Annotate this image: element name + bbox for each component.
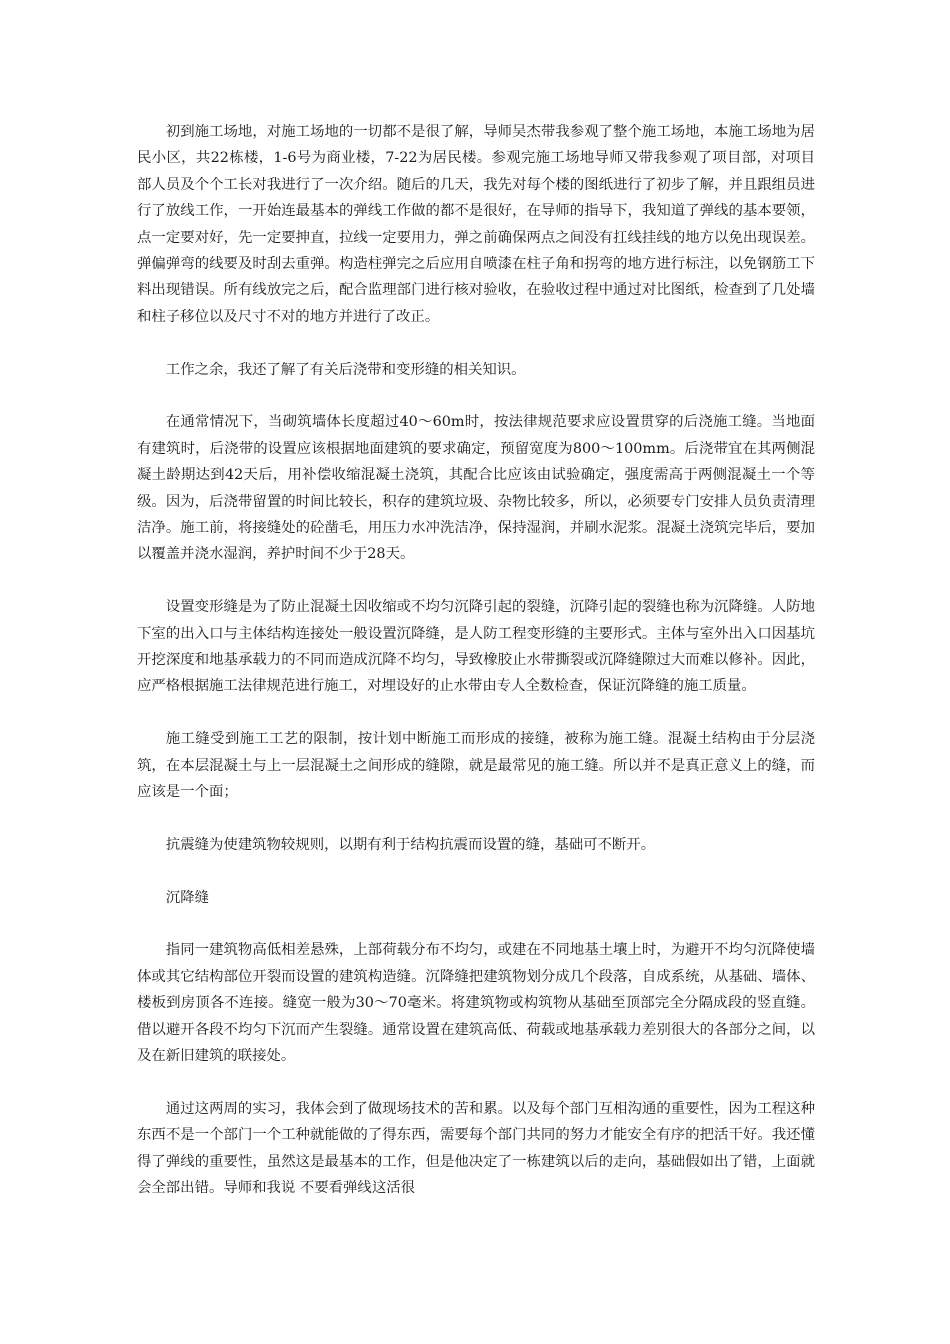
paragraph-deformation-joint: 设置变形缝是为了防止混凝土因收缩或不均匀沉降引起的裂缝，沉降引起的裂缝也称为沉降缝。人防地下室的出入口与主体结构连接处一般设置沉降缝，是人防工程变形缝的主要形式。主体与室外出入口因基坑开挖深度和地基承载力的不同而造成沉降不均匀，导致橡胶止水带撕裂或沉降缝隙过大而难以修补。因此，应严格根据施工法律规范进行施工，对埋设好的止水带由专人全数检查，保证沉降缝的施工质量。 — [137, 599, 815, 695]
paragraph-knowledge-intro: 工作之余，我还了解了有关后浇带和变形缝的相关知识。 — [165, 361, 526, 378]
paragraph-seismic-joint: 抗震缝为使建筑物较规则，以期有利于结构抗震而设置的缝，基础可不断开。 — [165, 836, 656, 853]
paragraph-post-cast-strip: 在通常情况下，当砌筑墙体长度超过40～60m时，按法律规范要求应设置贯穿的后浇施工缝。当地面有建筑时，后浇带的设置应该根据地面建筑的要求确定，预留宽度为800～100mm。后浇带宜在其两侧混凝土龄期达到42天后，用补偿收缩混凝土浇筑，其配合比应该由试验确定，强度需高于两侧混凝土一个等级。因为，后浇带留置的时间比较长，积存的建筑垃圾、杂物比较多，所以，必须要专门安排人员负责清理洁净。施工前，将接缝处的砼凿毛，用压力水冲洗洁净，保持湿润，并刷水泥浆。混凝土浇筑完毕后，要加以覆盖并浇水湿润，养护时间不少于28天。 — [137, 414, 815, 563]
paragraph-construction-joint: 施工缝受到施工工艺的限制，按计划中断施工而形成的接缝，被称为施工缝。混凝土结构由于分层浇筑，在本层混凝土与上一层混凝土之间形成的缝隙，就是最常见的施工缝。所以并不是真正意义上的缝，而应该是一个面； — [137, 731, 815, 801]
paragraph-internship-reflection: 通过这两周的实习，我体会到了做现场技术的苦和累。以及每个部门互相沟通的重要性，因为工程这种东西不是一个部门一个工种就能做的了得东西，需要每个部门共同的努力才能安全有序的把活干好。我还懂得了弹线的重要性，虽然这是最基本的工作，但是他决定了一栋建筑以后的走向，基础假如出了错，上面就会全部出错。导师和我说 不要看弹线这活很 — [137, 1100, 815, 1197]
paragraph-settlement-joint-definition: 指同一建筑物高低相差悬殊，上部荷载分布不均匀，或建在不同地基土壤上时，为避开不均匀沉降使墙体或其它结构部位开裂而设置的建筑构造缝。沉降缝把建筑物划分成几个段落，自成系统，从基础、墙体、楼板到房顶各不连接。缝宽一般为30～70毫米。将建筑物或构筑物从基础至顶部完全分隔成段的竖直缝。借以避开各段不均匀下沉而产生裂缝。通常设置在建筑高低、荷载或地基承载力差别很大的各部分之间，以及在新旧建筑的联接处。 — [137, 942, 815, 1065]
paragraph-site-visit: 初到施工场地，对施工场地的一切都不是很了解，导师吴杰带我参观了整个施工场地，本施工场地为居民小区，共22栋楼，1-6号为商业楼，7-22为居民楼。参观完施工场地导师又带我参观了项目部，对项目部人员及个个工长对我进行了一次介绍。随后的几天，我先对每个楼的图纸进行了初步了解，并且跟组员进行了放线工作，一开始连最基本的弹线工作做的都不是很好，在导师的指导下，我知道了弹线的基本要领，点一定要对好，先一定要抻直，拉线一定要用力，弹之前确保两点之间没有扛线挂线的地方以免出现误差。弹偏弹弯的线要及时刮去重弹。构造柱弹完之后应用自喷漆在柱子角和拐弯的地方进行标注，以免钢筋工下料出现错误。所有线放完之后，配合监理部门进行核对验收，在验收过程中通过对比图纸，检查到了几处墙和柱子移位以及尺寸不对的地方并进行了改正。 — [137, 124, 815, 325]
document-body — [137, 119, 815, 1202]
paragraph-settlement-joint-heading: 沉降缝 — [165, 889, 209, 906]
